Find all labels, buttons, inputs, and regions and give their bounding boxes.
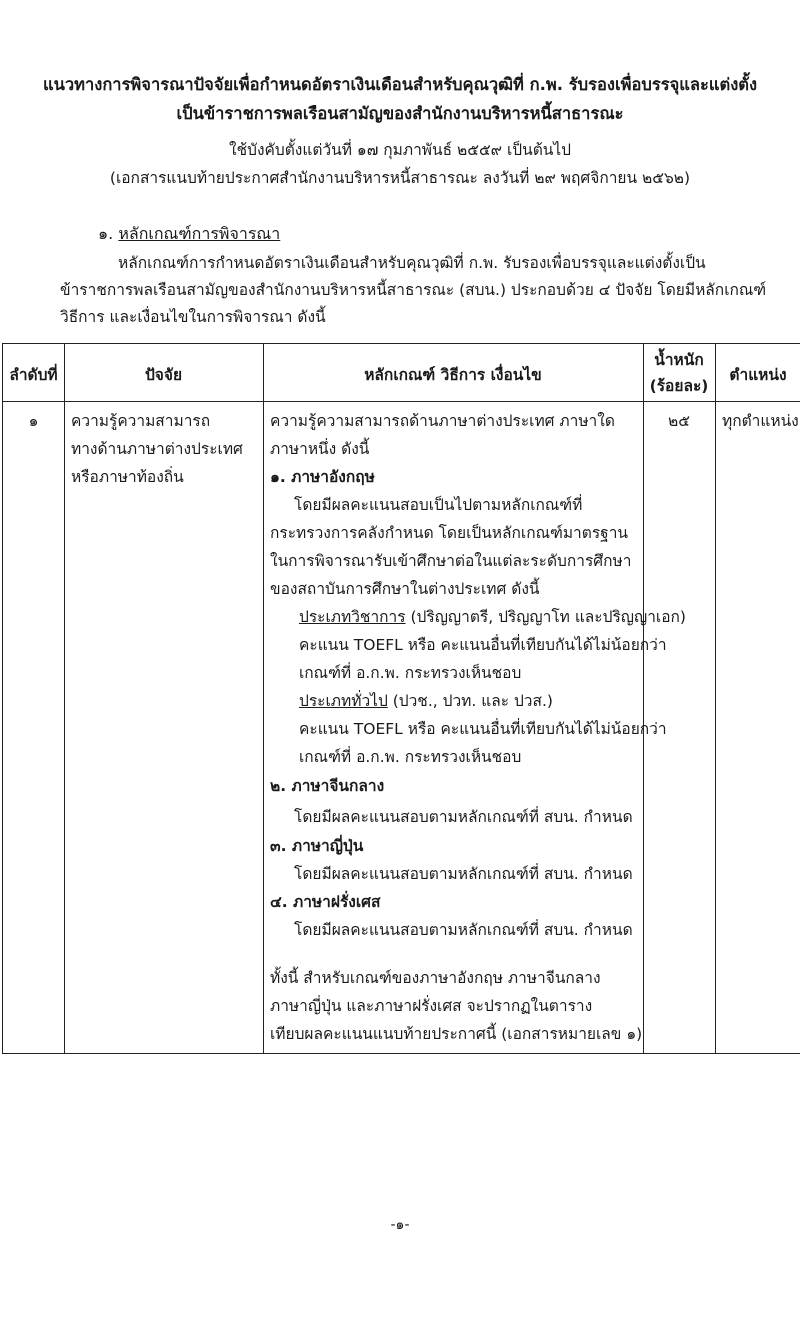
- category-academic-label: ประเภทวิชาการ: [299, 608, 406, 626]
- category-general-label: ประเภททั่วไป: [299, 692, 388, 710]
- criteria-category-general: [299, 688, 553, 713]
- section-title: หลักเกณฑ์การพิจารณา: [118, 224, 281, 243]
- criteria-subheading-french: ๔. ภาษาฝรั่งเศส: [270, 893, 381, 911]
- table-divider: [3, 401, 800, 402]
- table-divider: [715, 344, 716, 1053]
- criteria-line: กระทรวงการคลังกำหนด โดยเป็นหลักเกณฑ์มาตรฐาน: [270, 524, 628, 542]
- category-academic-levels: (ปริญญาตรี, ปริญญาโท และปริญญาเอก): [405, 608, 686, 626]
- row-position: ทุกตำแหน่ง: [722, 412, 799, 430]
- criteria-line: โดยมีผลคะแนนสอบตามหลักเกณฑ์ที่ สบน. กำหนด: [294, 865, 633, 883]
- header-position: ตำแหน่ง: [729, 366, 787, 384]
- row-factor-line2: ทางด้านภาษาต่างประเทศ: [71, 440, 243, 458]
- table-divider: [64, 344, 65, 1053]
- criteria-line: ภาษาหนึ่ง ดังนี้: [270, 440, 370, 458]
- effective-date: ใช้บังคับตั้งแต่วันที่ ๑๗ กุมภาพันธ์ ๒๕๕๙ เป็นต้นไป: [229, 141, 571, 159]
- criteria-line: ในการพิจารณารับเข้าศึกษาต่อในแต่ละระดับการศึกษา: [270, 552, 632, 570]
- header-criteria: หลักเกณฑ์ วิธีการ เงื่อนไข: [364, 366, 542, 384]
- section-heading: [98, 222, 280, 247]
- criteria-subheading-chinese: ๒. ภาษาจีนกลาง: [270, 777, 385, 795]
- intro-paragraph-line1: หลักเกณฑ์การกำหนดอัตราเงินเดือนสำหรับคุณวุฒิที่ ก.พ. รับรองเพื่อบรรจุและแต่งตั้งเป็น: [118, 254, 706, 272]
- row-order: ๑: [28, 412, 39, 430]
- category-general-levels: (ปวช., ปวท. และ ปวส.): [387, 692, 553, 710]
- table-divider: [263, 344, 264, 1053]
- intro-paragraph-line2: ข้าราชการพลเรือนสามัญของสำนักงานบริหารหนี้สาธารณะ (สบน.) ประกอบด้วย ๔ ปัจจัย โดยมีหลักเกณฑ์: [60, 281, 767, 299]
- row-weight: ๒๕: [668, 412, 690, 430]
- table-divider: [643, 344, 644, 1053]
- criteria-table: [2, 343, 800, 1054]
- criteria-line: เกณฑ์ที่ อ.ก.พ. กระทรวงเห็นชอบ: [299, 748, 522, 766]
- criteria-line: ของสถาบันการศึกษาในต่างประเทศ ดังนี้: [270, 580, 540, 598]
- row-factor-line3: หรือภาษาท้องถิ่น: [71, 468, 184, 486]
- header-factor: ปัจจัย: [144, 366, 183, 384]
- header-order: ลำดับที่: [9, 366, 58, 384]
- page-number: -๑-: [390, 1217, 410, 1233]
- criteria-line: ทั้งนี้ สำหรับเกณฑ์ของภาษาอังกฤษ ภาษาจีนกลาง: [270, 969, 601, 987]
- header-weight-line2: (ร้อยละ): [649, 377, 709, 395]
- intro-paragraph-line3: วิธีการ และเงื่อนไขในการพิจารณา ดังนี้: [60, 308, 326, 326]
- row-factor-line1: ความรู้ความสามารถ: [71, 412, 211, 430]
- criteria-line: โดยมีผลคะแนนสอบตามหลักเกณฑ์ที่ สบน. กำหนด: [294, 808, 633, 826]
- attachment-note: (เอกสารแนบท้ายประกาศสำนักงานบริหารหนี้สาธารณะ ลงวันที่ ๒๙ พฤศจิกายน ๒๕๖๒): [109, 169, 691, 187]
- criteria-line: เทียบผลคะแนนแนบท้ายประกาศนี้ (เอกสารหมายเลข ๑): [270, 1025, 643, 1043]
- criteria-line: คะแนน TOEFL หรือ คะแนนอื่นที่เทียบกันได้ไม่น้อยกว่า: [299, 720, 667, 738]
- criteria-line: โดยมีผลคะแนนสอบตามหลักเกณฑ์ที่ สบน. กำหนด: [294, 921, 633, 939]
- criteria-line: โดยมีผลคะแนนสอบเป็นไปตามหลักเกณฑ์ที่: [294, 496, 583, 514]
- document-title-line1: แนวทางการพิจารณาปัจจัยเพื่อกำหนดอัตราเงินเดือนสำหรับคุณวุฒิที่ ก.พ. รับรองเพื่อบรรจุและแต่งตั้ง: [42, 75, 758, 94]
- section-number: ๑.: [98, 224, 114, 243]
- criteria-line: ภาษาญี่ปุ่น และภาษาฝรั่งเศส จะปรากฏในตาราง: [270, 997, 593, 1015]
- criteria-category-academic: [299, 604, 686, 629]
- document-title-line2: เป็นข้าราชการพลเรือนสามัญของสำนักงานบริหารหนี้สาธารณะ: [176, 104, 624, 123]
- criteria-line: ความรู้ความสามารถด้านภาษาต่างประเทศ ภาษาใด: [270, 412, 615, 430]
- criteria-subheading-japanese: ๓. ภาษาญี่ปุ่น: [270, 837, 364, 855]
- criteria-line: คะแนน TOEFL หรือ คะแนนอื่นที่เทียบกันได้ไม่น้อยกว่า: [299, 636, 667, 654]
- header-weight-line1: น้ำหนัก: [654, 351, 704, 369]
- criteria-subheading-english: ๑. ภาษาอังกฤษ: [270, 468, 375, 486]
- criteria-line: เกณฑ์ที่ อ.ก.พ. กระทรวงเห็นชอบ: [299, 664, 522, 682]
